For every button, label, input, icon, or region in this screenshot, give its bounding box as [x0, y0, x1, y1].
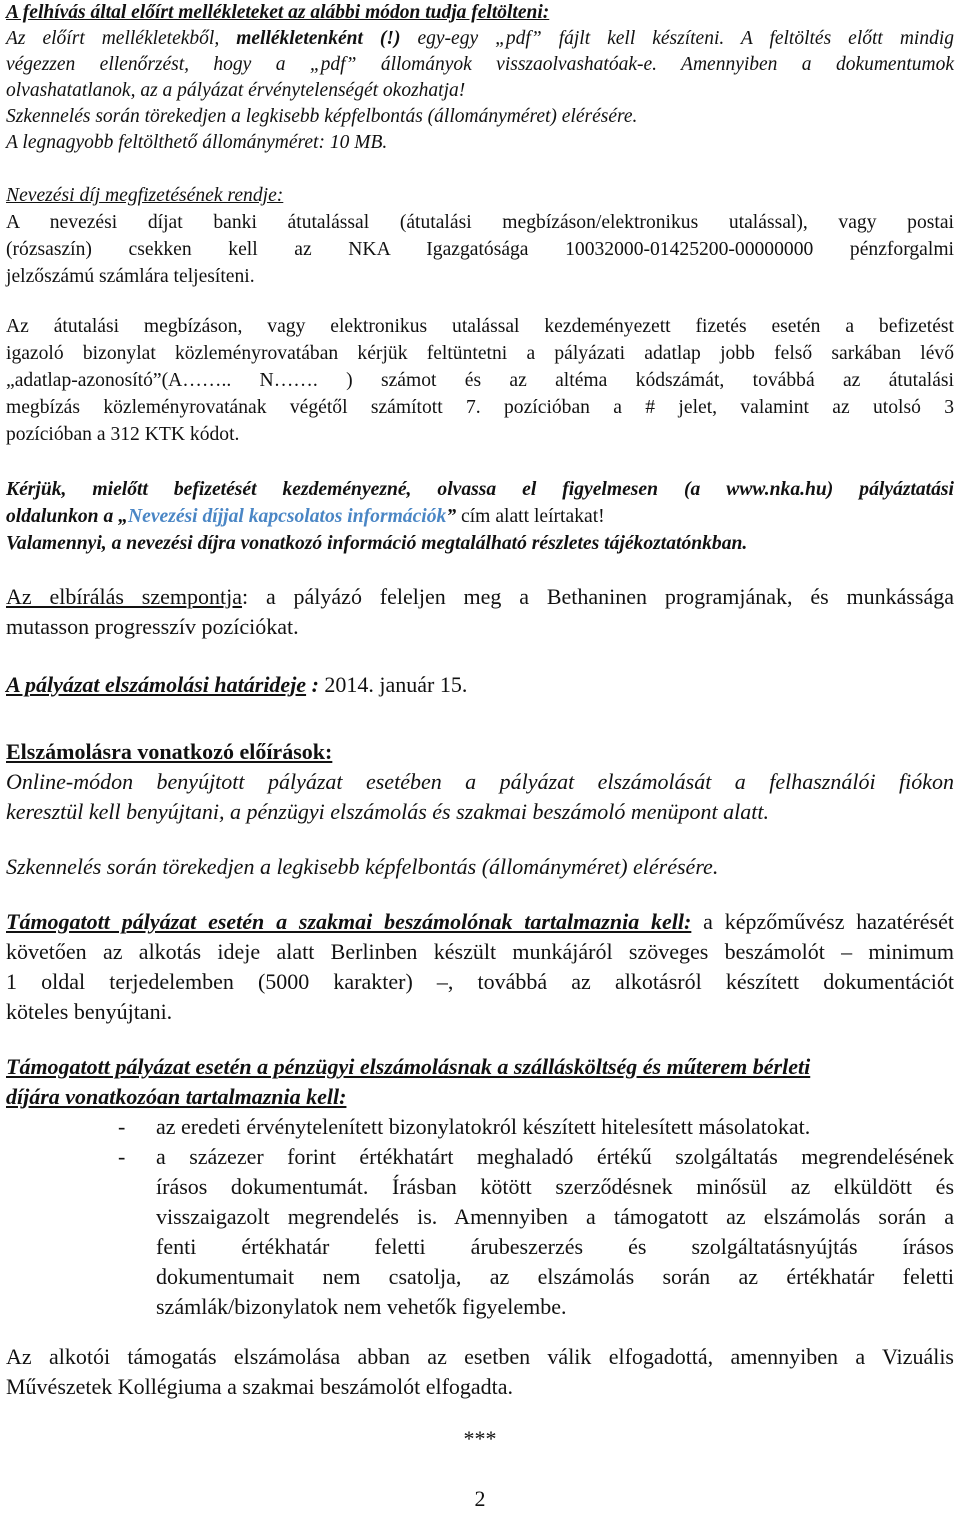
fee-line-1: A nevezési díjat banki átutalással (átutalási megbízáson/elektronikus utalással), vagy postai: [6, 212, 954, 233]
list-bullet: -: [118, 1144, 126, 1169]
transfer-line-1: Az átutalási megbízáson, vagy elektronikus utalással kezdeményezett fizetés esetén a befizetést: [6, 316, 954, 337]
fee-heading: Nevezési díj megfizetésének rendje:: [6, 185, 284, 206]
upload-heading: A felhívás által előírt mellékleteket az alábbi módon tudja feltölteni:: [6, 2, 550, 23]
criteria-section: [6, 582, 954, 642]
deadline-label: A pályázat elszámolási határideje: [6, 672, 307, 697]
settlement-scan-note: [6, 852, 954, 882]
criteria-line-2: mutasson progresszív pozíciókat.: [6, 614, 299, 639]
settlement-scan-line: Szkennelés során törekedjen a legkisebb képfelbontás (állományméret) elérésére.: [6, 854, 719, 879]
fee-info-link[interactable]: Nevezési díjjal kapcsolatos információk: [127, 506, 447, 527]
list-bullet: -: [118, 1114, 126, 1139]
closing-line-1: Az alkotói támogatás elszámolása abban az esetben válik elfogadottá, amennyiben a Vizuális: [6, 1344, 954, 1369]
section-separator: ***: [463, 1426, 497, 1451]
settlement-heading: Elszámolásra vonatkozó előírások:: [6, 739, 333, 764]
list-item-text: a százezer forint értékhatárt meghaladó értékű szolgáltatás megrendelésének írásos dokumentumát. Írásban kötött szerződésnek minősül az elküldött és visszaigazolt megrendelés is. Amennyiben a támogatott az elszámolás során a fenti értékhatár feletti árubeszerzés és szolgáltatásnyújtás írásos dokumentumait nem csatolja, az elszámolás során az értékhatár feletti számlák/bizonylatok nem vehetők figyelembe.: [156, 1144, 954, 1319]
settlement-line-1: Online-módon benyújtott pályázat esetében a pályázat elszámolását a felhasználói fiókon: [6, 769, 954, 794]
transfer-line-2: igazoló bizonylat közleményrovatában kérjük feltüntetni a pályázati adatlap jobb felső sarkában lévő: [6, 343, 954, 364]
closing-line-2: Művészetek Kollégiuma a szakmai beszámolót elfogadta.: [6, 1374, 514, 1399]
deadline-line: A pályázat elszámolási határideje : 2014. január 15.: [6, 672, 468, 697]
report-line-3: 1 oldal terjedelemben (5000 karakter) –, továbbá az alkotásról készített dokumentációt: [6, 969, 954, 994]
report-label: Támogatott pályázat esetén a szakmai beszámolónak tartalmaznia kell:: [6, 909, 692, 934]
upload-line-5: A legnagyobb feltölthető állományméret: 10 MB.: [6, 132, 388, 153]
upload-line-1: Az előírt mellékletekből, mellékletenként (!) egy-egy „pdf” fájlt kell készíteni. A feltöltés előtt mindig: [6, 28, 954, 49]
report-line-4: köteles benyújtani.: [6, 999, 173, 1024]
settlement-line-2: keresztül kell benyújtani, a pénzügyi elszámolás és szakmai beszámoló menüpont alatt.: [6, 799, 769, 824]
list-item-text: az eredeti érvénytelenített bizonylatokról készített hitelesített másolatokat.: [156, 1114, 811, 1139]
list-item: [6, 1142, 954, 1322]
settlement-section: [6, 737, 954, 827]
criteria-line-1: Az elbírálás szempontja: a pályázó feleljen meg a Bethaninen programjának, és munkássága: [6, 584, 954, 609]
notice-line-3: Valamennyi, a nevezési díjra vonatkozó információ megtalálható részletes tájékoztatónkban.: [6, 533, 748, 554]
transfer-line-5: pozícióban a 312 KTK kódot.: [6, 424, 240, 445]
report-line-1: Támogatott pályázat esetén a szakmai beszámolónak tartalmaznia kell: a képzőművész hazatérését: [6, 909, 954, 934]
upload-instructions: [6, 0, 954, 156]
deadline-value: 2014. január 15.: [318, 672, 468, 697]
upload-line-2: végezzen ellenőrzést, hogy a „pdf” állományok visszaolvashatóak-e. Amennyiben a dokumentumok: [6, 54, 954, 75]
financial-section: [6, 1052, 954, 1112]
report-line-2: követően az alkotás ideje alatt Berlinben készült munkájáról szöveges beszámolót – minimum: [6, 939, 954, 964]
page-number: 2: [474, 1486, 486, 1511]
financial-label-line-2: díjára vonatkozóan tartalmaznia kell:: [6, 1084, 347, 1109]
deadline-section: [6, 670, 954, 700]
upload-line-3: olvashatatlanok, az a pályázat érvénytelenségét okozhatja!: [6, 80, 466, 101]
fee-line-2: (rózsaszín) csekken kell az NKA Igazgatósága 10032000-01425200-00000000 pénzforgalmi: [6, 239, 954, 260]
list-item: [6, 1112, 954, 1142]
notice-line-1: Kérjük, mielőtt befizetését kezdeményezné, olvassa el figyelmesen (a www.nka.hu) pályáztatási: [6, 479, 954, 500]
report-section: [6, 907, 954, 1027]
fee-section: [6, 182, 954, 290]
transfer-line-3: „adatlap-azonosító”(A…….. N……. ) számot és az altéma kódszámát, továbbá az átutalási: [6, 370, 954, 391]
upload-line-4: Szkennelés során törekedjen a legkisebb képfelbontás (állományméret) elérésére.: [6, 106, 638, 127]
transfer-section: [6, 313, 954, 448]
fee-line-3: jelzőszámú számlára teljesíteni.: [6, 266, 255, 287]
notice-section: [6, 476, 954, 557]
notice-line-2: oldalunkon a „Nevezési díjjal kapcsolatos információk” cím alatt leírtakat!: [6, 506, 605, 527]
transfer-line-4: megbízás közleményrovatának végétől számított 7. pozícióban a # jelet, valamint az utolsó 3: [6, 397, 954, 418]
criteria-label: Az elbírálás szempontja: [6, 584, 243, 609]
closing-section: [6, 1342, 954, 1402]
financial-label-line-1: Támogatott pályázat esetén a pénzügyi elszámolásnak a szállásköltség és műterem bérleti: [6, 1054, 811, 1079]
